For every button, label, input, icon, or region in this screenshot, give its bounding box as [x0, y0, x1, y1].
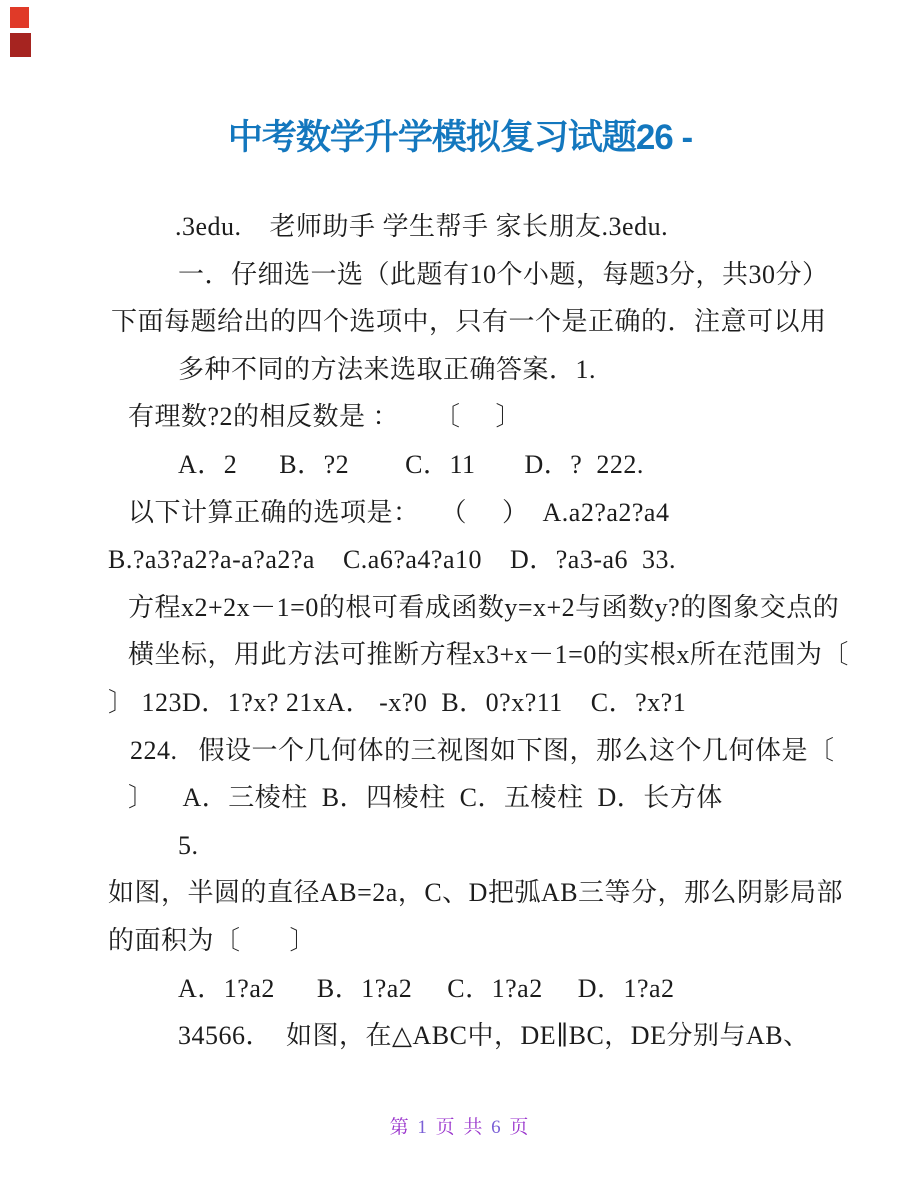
- text-line: 224. 假设一个几何体的三视图如下图，那么这个几何体是〔: [130, 735, 835, 765]
- text-line: 多种不同的方法来选取正确答案．1.: [178, 354, 597, 384]
- corner-marks: [10, 7, 32, 57]
- text-line: 〕 123D．1?x? 21xA． -x?0 B．0?x?11 C．?x?1: [108, 687, 687, 717]
- red-square-top-icon: [10, 7, 29, 28]
- page-footer-segment: 6: [491, 1117, 503, 1138]
- text-line: 方程x2+2x－1=0的根可看成函数y=x+2与函数y?的图象交点的: [128, 592, 840, 622]
- text-line: 5.: [178, 830, 199, 860]
- page-footer-segment: 页: [502, 1117, 531, 1138]
- text-line: 如图，半圆的直径AB=2a，C、D把弧AB三等分，那么阴影局部: [108, 878, 844, 908]
- page-footer-segment: 1: [417, 1117, 429, 1138]
- text-line: 有理数?2的相反数是 ： 〔 〕: [128, 402, 523, 432]
- text-line: A．1?a2 B．1?a2 C．1?a2 D．1?a2: [178, 973, 675, 1003]
- document-body: [103, 203, 863, 1060]
- text-line: B.?a3?a2?a-a?a2?a C.a6?a4?a10 D．?a3-a6 33.: [108, 545, 677, 575]
- text-line: 一．仔细选一选（此题有10个小题，每题3分，共30分）: [178, 259, 829, 289]
- page-footer-segment: 页 共: [428, 1117, 492, 1138]
- text-line: 横坐标，用此方法可推断方程x3+x－1=0的实根x所在范围为〔: [128, 640, 849, 670]
- page-footer-segment: 第: [389, 1117, 418, 1138]
- page-footer: [0, 1112, 920, 1139]
- text-line: 的面积为〔 〕: [108, 925, 317, 955]
- red-square-bottom-icon: [10, 33, 31, 57]
- text-line: .3edu. 老师助手 学生帮手 家长朋友.3edu.: [175, 212, 669, 241]
- text-line: 下面每题给出的四个选项中，只有一个是正确的．注意可以用: [111, 307, 827, 337]
- text-line: 34566． 如图，在△ABC中，DE∥BC，DE分别与AB、: [178, 1021, 810, 1051]
- text-line: 〕 A．三棱柱 B．四棱柱 C．五棱柱 D．长方体: [128, 783, 723, 813]
- text-line: 以下计算正确的选项是： （ ） A.a2?a2?a4: [128, 497, 670, 527]
- page-title: 中考数学升学模拟复习试题26 -: [227, 118, 693, 157]
- text-line: A．2 B．?2 C．11 D．? 222.: [178, 449, 644, 479]
